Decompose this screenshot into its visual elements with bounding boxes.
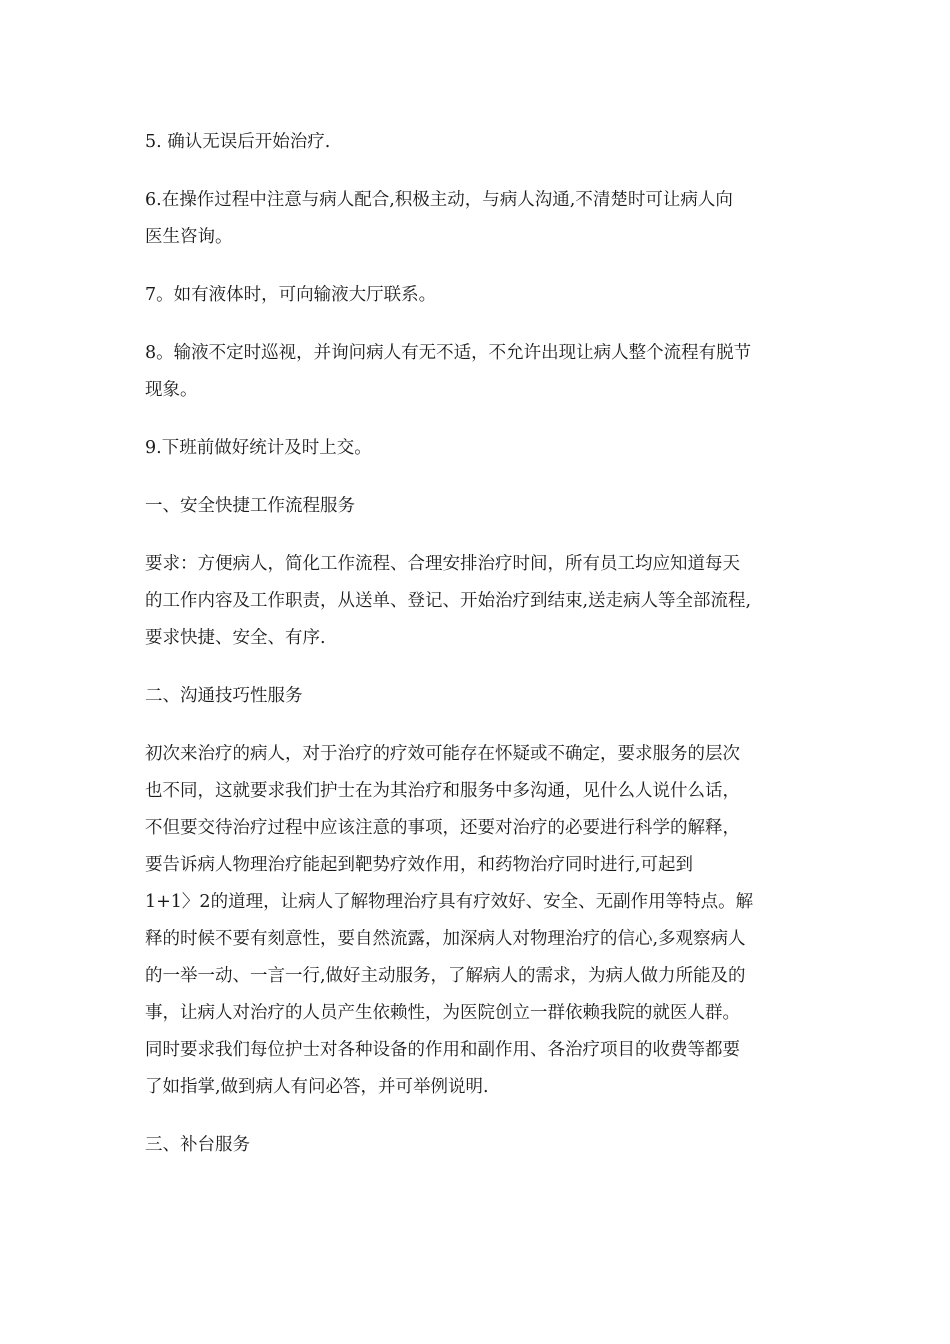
heading-text: 一、安全快捷工作流程服务	[145, 496, 355, 516]
text-line: 医生咨询。	[145, 227, 233, 247]
text-line: 初次来治疗的病人，对于治疗的疗效可能存在怀疑或不确定，要求服务的层次	[145, 744, 740, 764]
text-line: 事，让病人对治疗的人员产生依赖性，为医院创立一群依赖我院的就医人群。	[145, 1003, 740, 1023]
text-line: 释的时候不要有刻意性，要自然流露，加深病人对物理治疗的信心,多观察病人	[145, 929, 746, 949]
text-line: 5. 确认无误后开始治疗.	[145, 132, 331, 152]
step-5-paragraph	[145, 124, 825, 161]
text-line: 9.下班前做好统计及时上交。	[145, 438, 372, 458]
text-line: 1+1〉2的道理，让病人了解物理治疗具有疗效好、安全、无副作用等特点。解	[145, 892, 754, 912]
step-6-paragraph	[145, 182, 825, 256]
text-line: 的工作内容及工作职责，从送单、登记、开始治疗到结束,送走病人等全部流程,	[145, 591, 752, 611]
text-line: 8。输液不定时巡视，并询问病人有无不适，不允许出现让病人整个流程有脱节	[145, 343, 752, 363]
step-7-paragraph	[145, 277, 825, 314]
document-body	[145, 124, 825, 1185]
text-line: 7。如有液体时，可向输液大厅联系。	[145, 285, 437, 305]
text-line: 现象。	[145, 380, 198, 400]
text-line: 了如指掌,做到病人有问必答，并可举例说明.	[145, 1077, 489, 1097]
step-8-paragraph	[145, 335, 825, 409]
text-line: 要求：方便病人，简化工作流程、合理安排治疗时间，所有员工均应知道每天	[145, 554, 740, 574]
heading-text: 二、沟通技巧性服务	[145, 686, 303, 706]
text-line: 也不同，这就要求我们护士在为其治疗和服务中多沟通，见什么人说什么话，	[145, 781, 740, 801]
heading-text: 三、补台服务	[145, 1135, 250, 1155]
section-heading-3	[145, 1127, 825, 1164]
section-heading-1	[145, 488, 825, 525]
communication-paragraph	[145, 736, 825, 1106]
text-line: 要求快捷、安全、有序.	[145, 628, 326, 648]
text-line: 要告诉病人物理治疗能起到靶势疗效作用，和药物治疗同时进行,可起到	[145, 855, 694, 875]
step-9-paragraph	[145, 430, 825, 467]
text-line: 同时要求我们每位护士对各种设备的作用和副作用、各治疗项目的收费等都要	[145, 1040, 740, 1060]
text-line: 6.在操作过程中注意与病人配合,积极主动，与病人沟通,不清楚时可让病人向	[145, 190, 733, 210]
section-heading-2	[145, 678, 825, 715]
text-line: 不但要交待治疗过程中应该注意的事项，还要对治疗的必要进行科学的解释，	[145, 818, 740, 838]
text-line: 的一举一动、一言一行,做好主动服务，了解病人的需求，为病人做力所能及的	[145, 966, 746, 986]
requirements-paragraph	[145, 546, 825, 657]
